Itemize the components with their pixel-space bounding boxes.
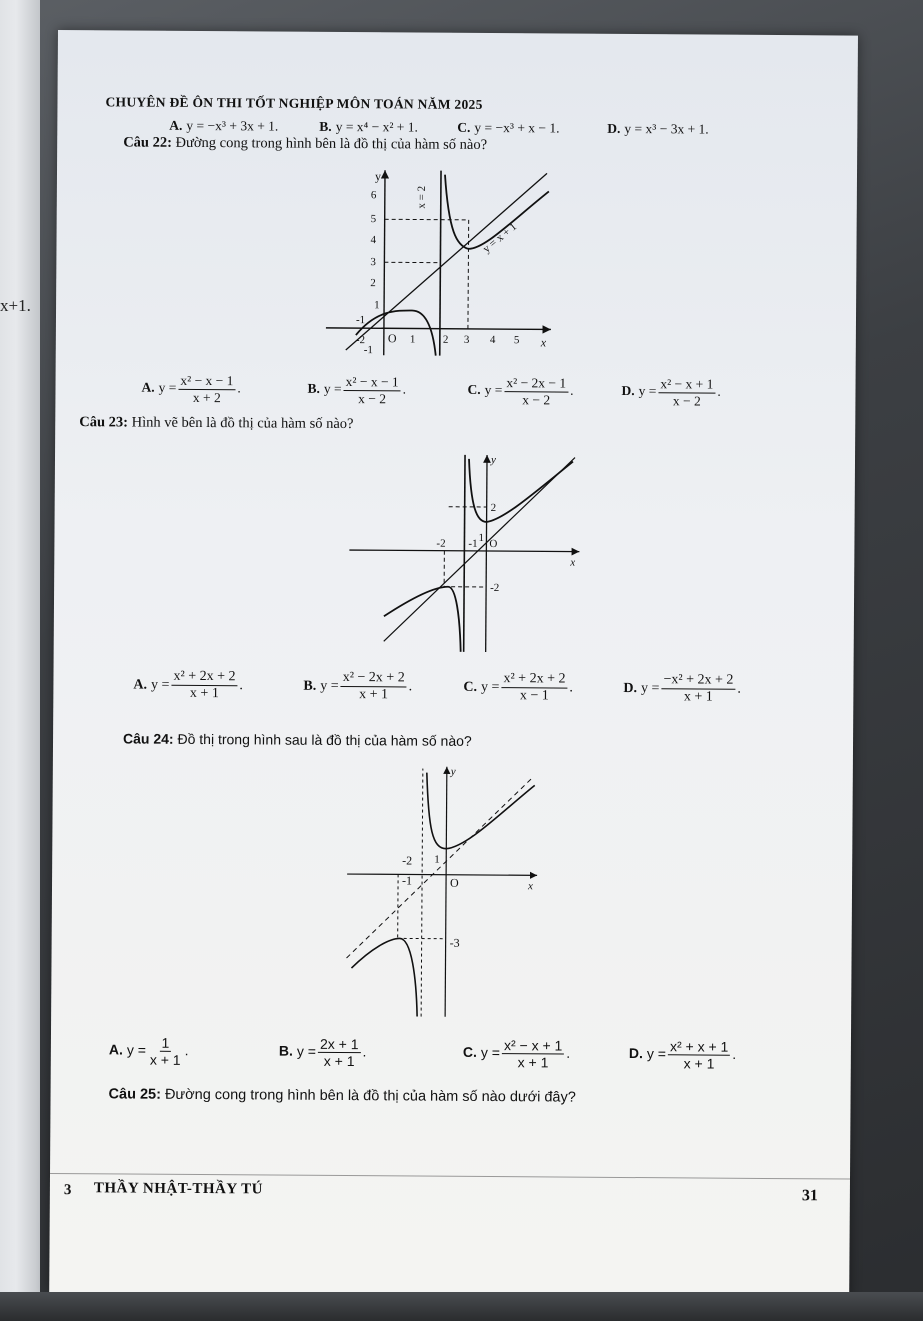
q24-option-b: B. y = $\frac{2x + 1}{x + 1}$ . <box>278 1035 367 1070</box>
question-25 <box>109 1086 576 1105</box>
y-axis-label: y <box>450 765 456 778</box>
x-axis-label: x <box>570 556 576 569</box>
prev-option-c: C. y = −x³ + x − 1. <box>457 119 560 136</box>
guide-line <box>468 220 469 329</box>
curve-right-branch <box>426 773 535 850</box>
prev-option-d: D. y = x³ − 3x + 1. <box>607 120 709 137</box>
vertical-asymptote <box>440 171 441 356</box>
adjacent-page-fragment: x+1. <box>0 296 31 315</box>
prev-option-a: A. y = −x³ + 3x + 1. <box>169 117 279 134</box>
x-tick-label: -2 <box>355 334 366 347</box>
q23-option-d: D. y = $\frac{\text{−x² + 2x + 2}}{x + 1}$ . <box>623 672 741 705</box>
q22-option-b: B. y = $\frac{\text{x² − x − 1}}{x - 2}$ . <box>307 374 407 406</box>
tick-label: -3 <box>449 935 460 950</box>
x-tick-label: 4 <box>489 334 496 347</box>
y-axis-label: y <box>374 169 382 184</box>
footer-authors: THẦY NHẬT-THẦY TÚ <box>93 1180 264 1198</box>
q23-option-b: B. y = $\frac{\text{x² − 2x + 2}}{x + 1}$ . <box>303 670 413 703</box>
vertical-asymptote-label: x = 2 <box>415 185 428 209</box>
tick-label: -2 <box>402 853 413 868</box>
question-23-graph <box>344 446 585 658</box>
tick-label: 2 <box>490 502 497 515</box>
tick-label: -2 <box>490 582 500 595</box>
question-22-label: Câu 22: <box>123 134 173 151</box>
x-axis-label: x <box>527 880 533 893</box>
y-tick-label: 2 <box>370 277 376 290</box>
tick-label: 1 <box>478 531 485 544</box>
footer-left-mark: 3 <box>63 1182 72 1199</box>
question-25-text: Đường cong trong hình bên là đồ thị của hàm số nào dưới đây? <box>164 1086 576 1106</box>
question-25-label: Câu 25: <box>108 1086 162 1103</box>
tick-label: -1 <box>402 873 413 888</box>
q22-option-a: A. y = $\frac{\text{x² − x − 1}}{x + 2}$ . <box>141 372 241 405</box>
y-tick-label: 1 <box>374 299 380 312</box>
oblique-asymptote <box>347 776 533 959</box>
page-number: 31 <box>801 1187 818 1205</box>
asymptote-label: y = x + 1 <box>480 220 520 256</box>
footer-rule <box>50 1173 850 1180</box>
question-22-text: Đường cong trong hình bên là đồ thị của hàm số nào? <box>175 134 488 153</box>
x-tick-label: 3 <box>463 333 470 346</box>
x-axis-label: x <box>540 335 547 350</box>
question-23 <box>79 414 353 433</box>
curve-left-branch <box>351 938 418 1016</box>
table-surface <box>0 1292 923 1321</box>
tick-label: 1 <box>434 853 440 866</box>
x-tick-label: 1 <box>409 333 416 346</box>
q24-option-c: C. y = $\frac{\text{x² − x + 1}}{x + 1}$ . <box>462 1037 571 1071</box>
q23-option-a: A. y = $\frac{\text{x² + 2x + 2}}{x + 1}$ . <box>133 668 244 702</box>
q22-option-d: D. y = $\frac{\text{x² − x + 1}}{x - 2}$ . <box>621 376 721 409</box>
origin-label: O <box>450 875 459 890</box>
question-22 <box>123 134 487 154</box>
origin-label: O <box>387 331 397 346</box>
question-24-graph <box>341 758 543 1021</box>
y-axis <box>445 767 447 1017</box>
prev-option-b: B. y = x⁴ − x² + 1. <box>319 118 419 135</box>
q23-option-c: C. y = $\frac{\text{x² + 2x + 2}}{x - 1}$ . <box>463 671 574 704</box>
y-tick-label: 4 <box>370 234 377 247</box>
x-axis <box>326 328 551 330</box>
y-axis <box>486 455 487 652</box>
vertical-asymptote <box>464 455 465 652</box>
x-tick-label: 2 <box>442 333 449 346</box>
question-22-graph <box>316 160 557 362</box>
q22-option-c: C. y = $\frac{\text{x² − 2x − 1}}{x - 2}$ . <box>467 375 574 407</box>
y-axis-label: y <box>490 454 496 467</box>
curve-left-branch <box>384 586 461 652</box>
q24-option-a: A. y = $\frac{1}{x + 1}$ . <box>108 1034 189 1068</box>
curve-right-branch <box>469 459 573 523</box>
y-tick-label: 6 <box>370 189 377 202</box>
vertical-asymptote <box>421 769 423 1017</box>
question-23-text: Hình vẽ bên là đồ thị của hàm số nào? <box>131 414 354 433</box>
question-24-label: Câu 24: <box>122 730 174 747</box>
q24-option-d: D. y = $\frac{\text{x² + x + 1}}{x + 1}$ . <box>628 1038 737 1072</box>
adjacent-page <box>0 0 40 1321</box>
y-tick-label: 3 <box>370 256 376 269</box>
question-24 <box>123 730 472 748</box>
document-page <box>49 30 858 1298</box>
minus-one-label: -1 <box>355 314 366 327</box>
page-header: CHUYÊN ĐỀ ÔN THI TỐT NGHIỆP MÔN TOÁN NĂM 2025 <box>105 94 483 112</box>
question-23-label: Câu 23: <box>79 414 129 431</box>
x-tick-label: 5 <box>513 334 520 347</box>
x-axis <box>347 874 537 875</box>
tick-label: -1 <box>468 537 478 550</box>
y-tick-label: -1 <box>363 344 373 357</box>
question-24-text: Đồ thị trong hình sau là đồ thị của hàm số nào? <box>177 730 472 749</box>
tick-label: -2 <box>436 537 446 550</box>
y-tick-label: 5 <box>370 213 377 226</box>
origin-label: O <box>489 538 498 551</box>
guide-line <box>385 219 469 220</box>
